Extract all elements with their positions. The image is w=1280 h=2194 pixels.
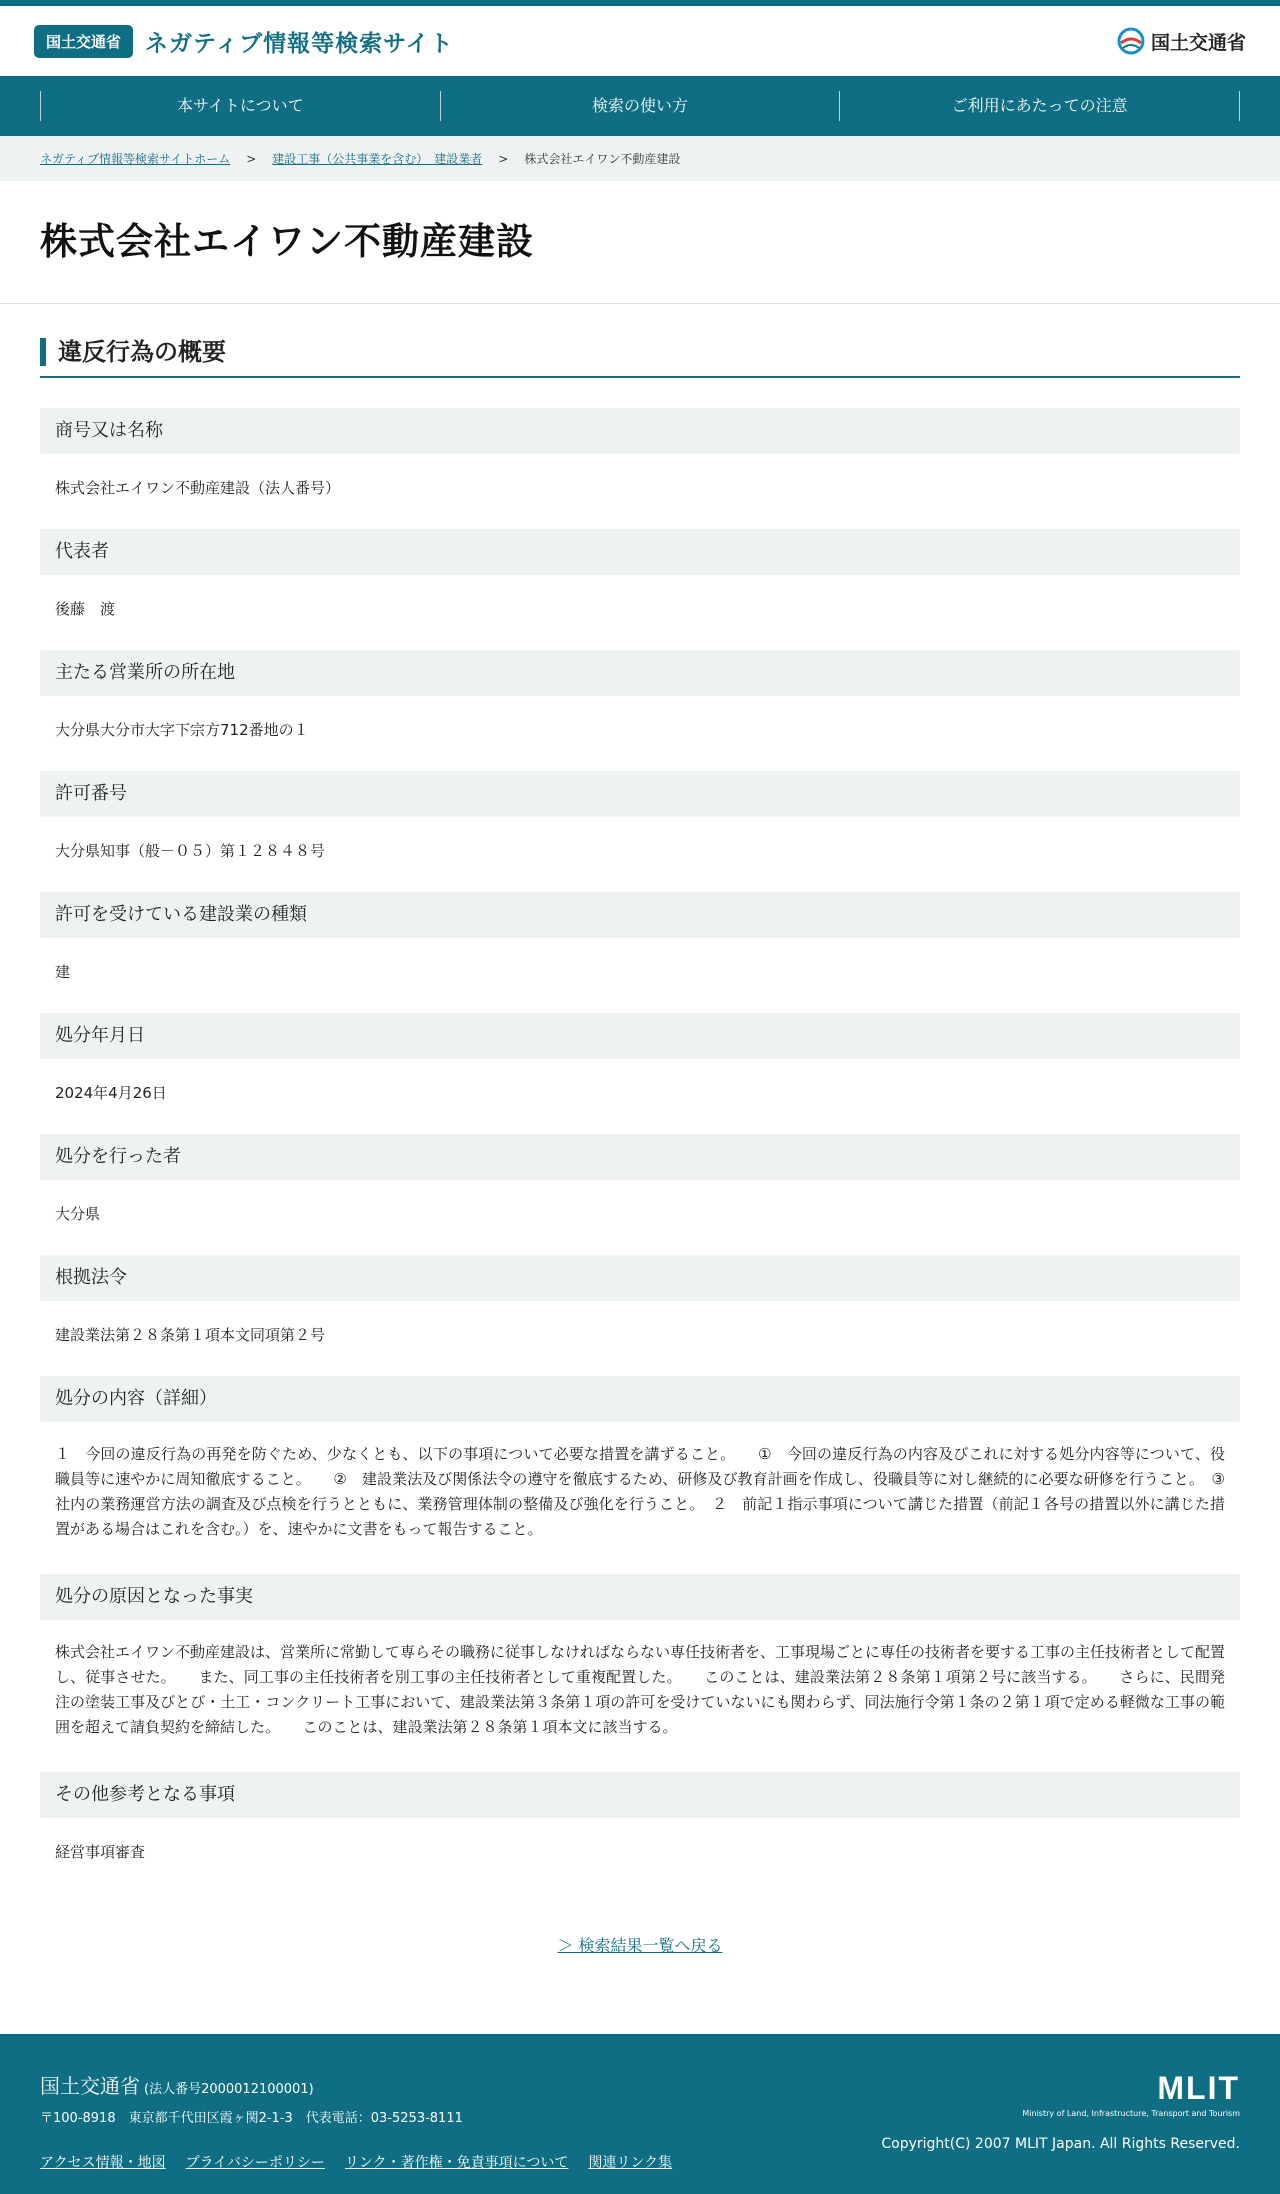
field-label: 許可を受けている建設業の種類 [40,892,1240,938]
field-value: 経営事項審査 [55,1843,146,1861]
mlit-logo-subtitle: Ministry of Land, Infrastructure, Transport and Tourism [1022,2109,1240,2118]
field-legal-basis [40,1255,1240,1376]
main-nav [0,76,1280,136]
page-title: 株式会社エイワン不動産建設 [40,220,534,263]
footer-address: 〒100-8918 東京都千代田区霞ヶ関2-1-3 代表電話：03-5253-8111 [40,2111,463,2126]
field-value: 株式会社エイワン不動産建設（法人番号） [55,479,341,497]
section-divider [40,376,1240,378]
field-label: 処分年月日 [40,1013,1240,1059]
field-value: 後藤 渡 [55,600,116,618]
field-label: 処分の内容（詳細） [40,1376,1240,1422]
field-business-type [40,892,1240,1013]
field-value: １ 今回の違反行為の再発を防ぐため、少なくとも、以下の事項について必要な措置を講ずること。 ① 今回の違反行為の内容及びこれに対する処分内容等について、役職員等に速やかに周知徹底すること。 ② 建設業法及び関係法令の遵守を徹底するため、研修及び教育計画を作成し、役職員等に対し継続的に必要な研修を行うこと。 ③ 社内の業務運営方法の調査及び点検を行うとともに、業務管理体制の整備及び強化を行うこと。 ２ 前記１指示事項について講じた措置（前記１各号の措置以外に講じた措置がある場合はこれを含む。）を、速やかに文書をもって報告すること。 [55,1445,1241,1538]
footer-link-related[interactable]: 関連リンク集 [588,2155,673,2171]
footer-link-privacy[interactable]: プライバシーポリシー [185,2155,325,2171]
field-cause-facts [40,1574,1240,1772]
field-value: 建 [55,963,71,981]
footer-link-copyright[interactable]: リンク・著作権・免責事項について [344,2155,569,2171]
site-title[interactable]: ネガティブ情報等検索サイト [145,30,454,57]
field-label: 主たる営業所の所在地 [40,650,1240,696]
breadcrumb [0,136,1280,181]
field-representative [40,529,1240,650]
field-trade-name [40,408,1240,529]
back-link-container [40,1933,1240,1956]
field-value: 株式会社エイワン不動産建設は、営業所に常勤して専らその職務に従事しなければならない専任技術者を、工事現場ごとに専任の技術者を要する工事の主任技術者として配置し、従事させた。 また、同工事の主任技術者を別工事の主任技術者として重複配置した。 このことは、建設業法第２８条第１項第２号に該当する。 さらに、民間発注の塗装工事及びとび・土工・コンクリート工事において、建設業法第３条第１項の許可を受けていないにも関わらず、同法施行令第１条の２第１項で定める軽微な工事の範囲を超えて請負契約を締結した。 このことは、建設業法第２８条第１項本文に該当する。 [55,1643,1226,1736]
breadcrumb-separator: > [498,151,509,166]
breadcrumb-category-link[interactable]: 建設工事（公共事業を含む） 建設業者 [272,152,483,166]
footer-corporate-number: (法人番号2000012100001) [144,2082,314,2097]
field-value: 大分県知事（般－０５）第１２８４８号 [55,842,326,860]
site-brand[interactable] [34,25,454,58]
field-disposition-details [40,1376,1240,1574]
nav-how-to-search[interactable]: 検索の使い方 [440,91,840,121]
breadcrumb-current: 株式会社エイワン不動産建設 [524,152,681,166]
field-label: 処分を行った者 [40,1134,1240,1180]
field-license-number [40,771,1240,892]
field-label: 商号又は名称 [40,408,1240,454]
ministry-logo[interactable] [1117,27,1246,55]
field-label: 許可番号 [40,771,1240,817]
field-label: その他参考となる事項 [40,1772,1240,1818]
ministry-badge: 国土交通省 [34,25,133,58]
section-heading: 違反行為の概要 [40,338,1240,366]
field-label: 根拠法令 [40,1255,1240,1301]
field-value: 大分県 [55,1205,101,1223]
site-header [0,6,1280,76]
breadcrumb-separator: > [246,151,257,166]
field-label: 処分の原因となった事実 [40,1574,1240,1620]
nav-notes[interactable]: ご利用にあたっての注意 [839,91,1240,121]
footer-mlit-logo[interactable] [1022,2070,1240,2118]
footer-org-name: 国土交通省 [40,2074,140,2098]
ministry-emblem-icon [1117,27,1145,55]
field-label: 代表者 [40,529,1240,575]
field-disposing-authority [40,1134,1240,1255]
site-footer [0,2034,1280,2194]
footer-link-access[interactable]: アクセス情報・地図 [40,2155,166,2171]
field-office-address [40,650,1240,771]
field-disposition-date [40,1013,1240,1134]
nav-about[interactable]: 本サイトについて [40,91,440,121]
breadcrumb-home-link[interactable]: ネガティブ情報等検索サイトホーム [40,152,231,166]
copyright: Copyright(C) 2007 MLIT Japan. All Rights Reserved. [881,2136,1240,2152]
ministry-logo-text: 国土交通省 [1150,31,1246,54]
field-value: 2024年4月26日 [55,1084,167,1102]
field-other-references [40,1772,1240,1893]
title-area [0,181,1280,304]
mlit-logo-text: MLIT [1157,2070,1240,2106]
field-value: 大分県大分市大字下宗方712番地の１ [55,721,309,739]
back-to-results-link[interactable]: ＞ 検索結果一覧へ戻る [557,1936,723,1955]
footer-links [40,2152,1240,2172]
main-content [0,304,1280,1956]
field-value: 建設業法第２８条第１項本文同項第２号 [55,1326,326,1344]
